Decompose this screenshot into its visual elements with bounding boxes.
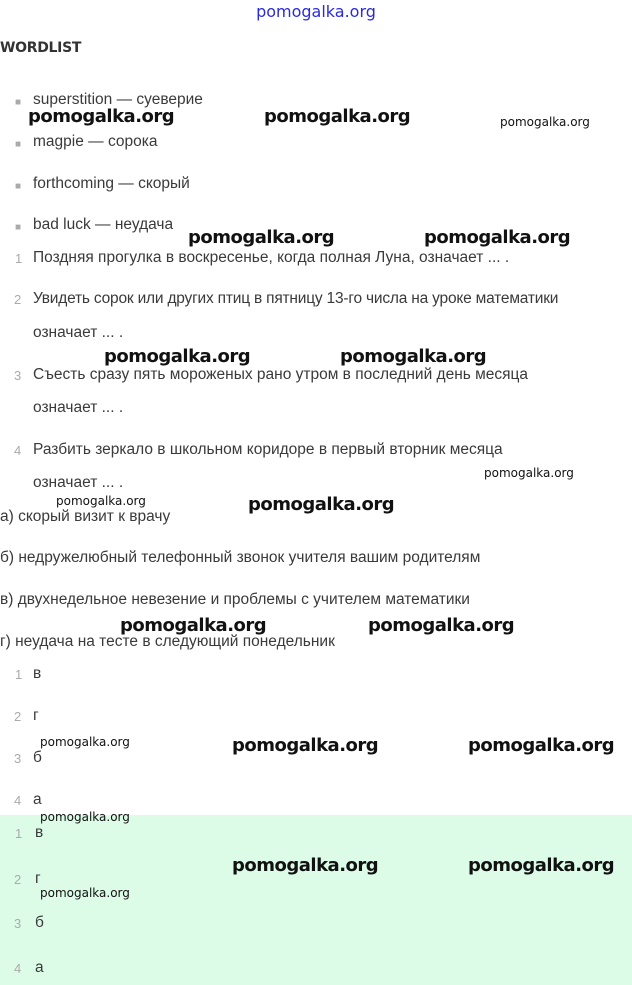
watermark: pomogalka.org [120,615,267,636]
correct-answer-number: 3 [14,916,22,931]
correct-answer-value: б [35,914,44,931]
option: г) неудача на тесте в следующий понедельник [0,633,335,650]
wordlist-item: bad luck — неудача [33,216,174,233]
watermark: pomogalka.org [232,855,379,876]
answer-number: 1 [15,667,23,682]
question-text: Поздняя прогулка в воскресенье, когда полная Луна, означает ... . [33,249,510,266]
correct-answer-value: в [35,824,44,841]
page-title: WORDLIST [0,40,82,56]
question-text: означает ... . [33,324,124,341]
watermark: pomogalka.org [264,106,411,127]
question-text: означает ... . [33,474,124,491]
question-text: Увидеть сорок или других птиц в пятницу 13-го числа на уроке математики [33,290,559,307]
bullet-icon: ■ [15,181,22,192]
option: в) двухнедельное невезение и проблемы с учителем математики [0,591,470,608]
answer-number: 4 [14,793,22,808]
wordlist-item: forthcoming — скорый [33,175,190,192]
bullet-icon: ■ [15,97,22,108]
correct-answer-number: 4 [14,961,22,976]
watermark: pomogalka.org [500,115,590,129]
watermark: pomogalka.org [368,615,515,636]
correct-answer-value: г [35,870,41,887]
watermark: pomogalka.org [340,346,487,367]
watermark: pomogalka.org [40,886,130,900]
answer-value: б [33,749,42,766]
question-number: 1 [15,251,23,266]
correct-answers-panel [0,815,632,985]
option: б) недружелюбный телефонный звонок учителя вашим родителям [0,549,481,566]
answer-value: а [33,791,42,808]
bullet-icon: ■ [15,222,22,233]
site-link[interactable]: pomogalka.org [256,2,376,21]
answer-number: 3 [14,751,22,766]
question-number: 4 [14,443,22,458]
watermark: pomogalka.org [468,735,615,756]
watermark: pomogalka.org [28,106,175,127]
answer-value: в [33,665,42,682]
bullet-icon: ■ [15,139,22,150]
wordlist-item: magpie — сорока [33,133,158,150]
watermark: pomogalka.org [188,227,335,248]
answer-number: 2 [14,709,22,724]
watermark: pomogalka.org [468,855,615,876]
watermark: pomogalka.org [56,494,146,508]
question-number: 2 [14,292,22,307]
correct-answer-number: 2 [14,872,22,887]
watermark: pomogalka.org [232,735,379,756]
watermark: pomogalka.org [424,227,571,248]
correct-answer-value: а [35,959,44,976]
question-number: 3 [14,368,22,383]
question-text: означает ... . [33,399,124,416]
question-text: Съесть сразу пять мороженых рано утром в последний день месяца [33,366,529,383]
watermark: pomogalka.org [104,346,251,367]
option: а) скорый визит к врачу [0,508,171,525]
watermark: pomogalka.org [248,494,395,515]
answer-value: г [33,707,39,724]
watermark: pomogalka.org [484,466,574,480]
watermark: pomogalka.org [40,810,130,824]
watermark: pomogalka.org [40,735,130,749]
wordlist-item: superstition — суеверие [33,91,203,108]
correct-answer-number: 1 [15,826,23,841]
question-text: Разбить зеркало в школьном коридоре в первый вторник месяца [33,441,503,458]
